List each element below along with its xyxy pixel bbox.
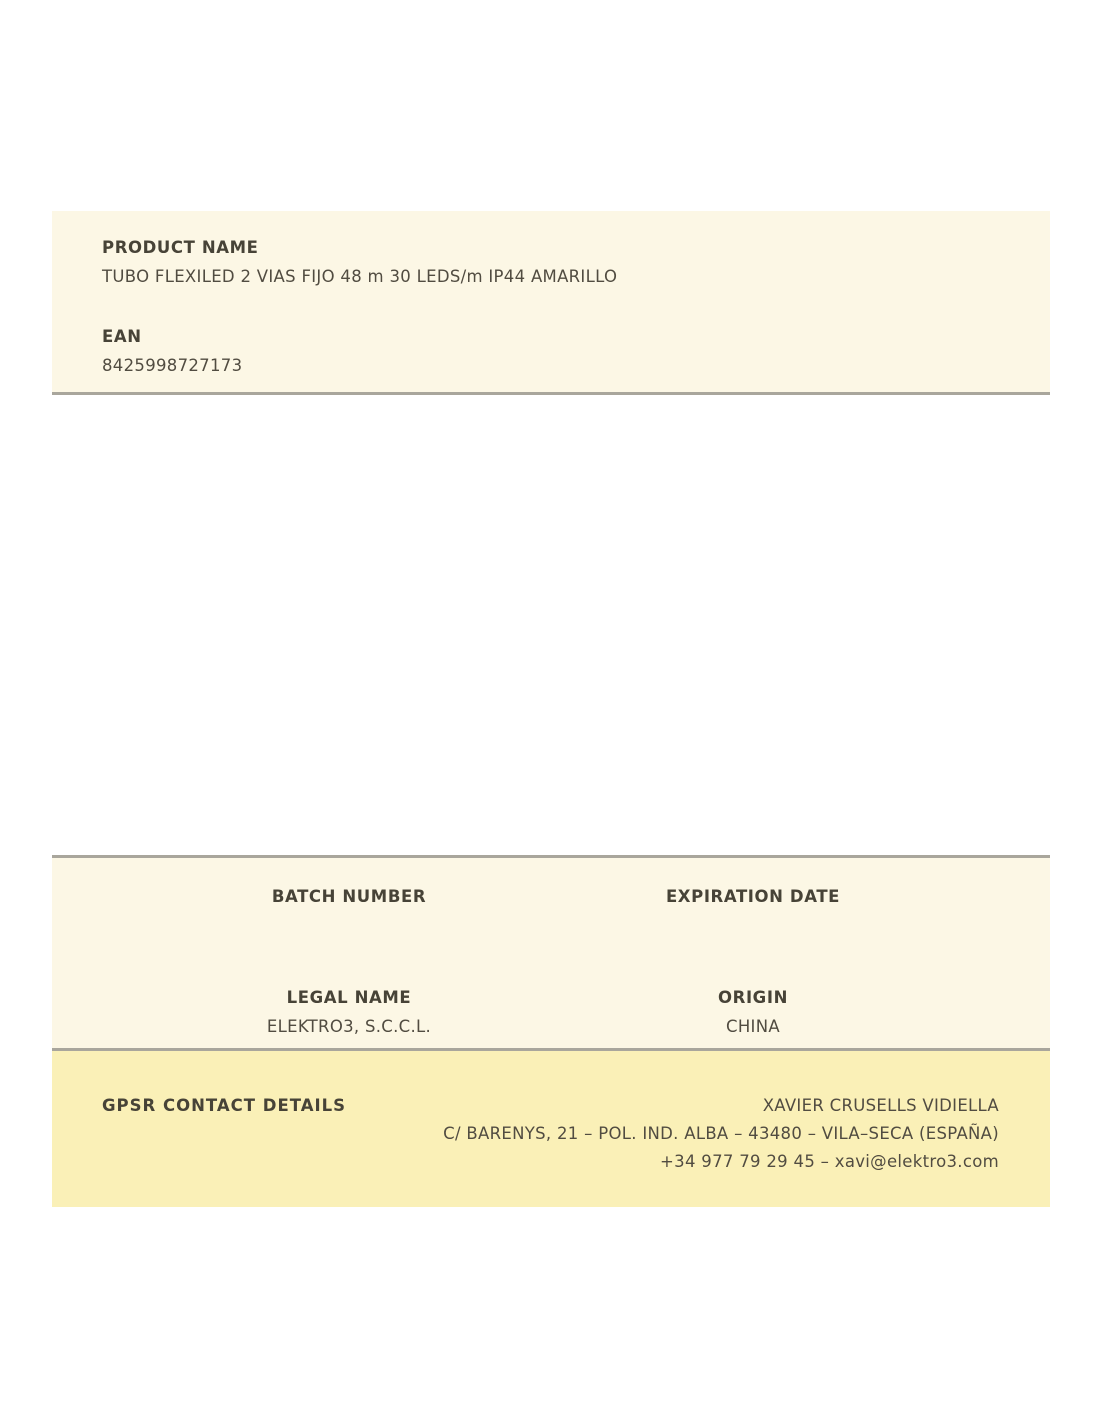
product-name-value: TUBO FLEXILED 2 VIAS FIJO 48 m 30 LEDS/m IP44 AMARILLO <box>102 267 618 286</box>
product-name-field <box>102 237 1000 288</box>
legal-name-label: LEGAL NAME <box>286 987 412 1007</box>
gpsr-contact-phone-email: +34 977 79 29 45 – xavi@elektro3.com <box>660 1152 999 1171</box>
legal-name-field <box>147 987 551 1049</box>
ean-label: EAN <box>102 327 142 346</box>
ean-field <box>102 326 1000 377</box>
batch-number-label: BATCH NUMBER <box>271 887 427 906</box>
gpsr-contact-address: C/ BARENYS, 21 – POL. IND. ALBA – 43480 – VILA–SECA (ESPAÑA) <box>443 1124 999 1143</box>
expiration-date-field <box>551 886 955 976</box>
ean-value: 8425998727173 <box>102 356 243 375</box>
batch-number-field <box>147 886 551 976</box>
gpsr-contact-details <box>443 1092 999 1176</box>
gpsr-contact-name: XAVIER CRUSELLS VIDIELLA <box>762 1096 999 1115</box>
origin-field <box>551 987 955 1049</box>
product-info-panel <box>52 211 1050 395</box>
product-name-label: PRODUCT NAME <box>102 238 259 257</box>
gpsr-contact-panel <box>52 1051 1050 1207</box>
origin-value: CHINA <box>726 1016 780 1036</box>
gpsr-contact-label: GPSR CONTACT DETAILS <box>102 1096 347 1115</box>
legal-name-value: ELEKTRO3, S.C.C.L. <box>266 1016 432 1036</box>
batch-origin-panel <box>52 855 1050 1051</box>
expiration-date-label: EXPIRATION DATE <box>665 887 841 906</box>
origin-label: ORIGIN <box>718 987 788 1007</box>
